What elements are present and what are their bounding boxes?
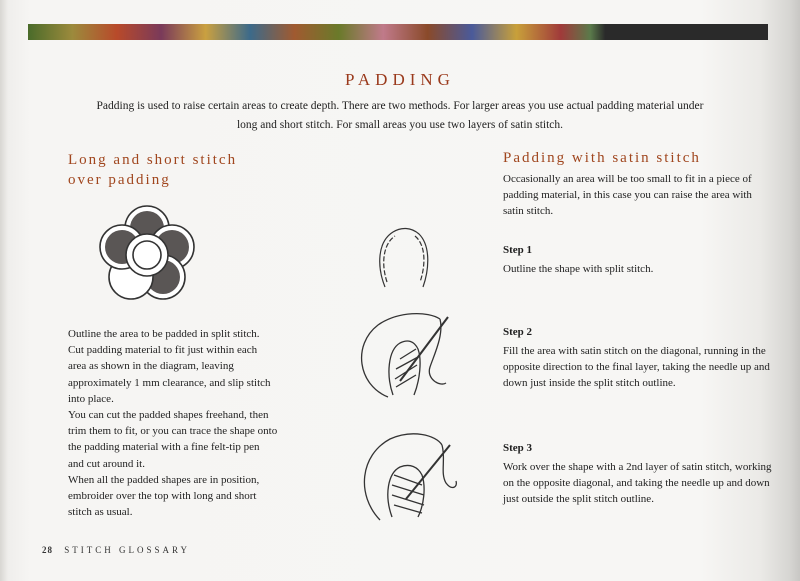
step3-second-layer-diagram bbox=[350, 425, 460, 525]
page-title: PADDING bbox=[345, 70, 455, 89]
intro-text: Padding is used to raise certain areas to create depth. There are two methods. For larger areas you use actual padding material under long and short stitch. For small areas you use two layers of satin stitch. bbox=[96, 100, 704, 131]
left-heading-line1: Long and short stitch bbox=[68, 152, 238, 168]
step1-text: Outline the shape with split stitch. bbox=[503, 263, 654, 275]
left-heading-line2: over padding bbox=[68, 172, 171, 188]
step2-satin-padding-diagram bbox=[348, 305, 458, 400]
left-paragraph-1: Outline the area to be padded in split stitch. Cut padding material to fit just within each area as shown in the diagram, leaving approximately 1 mm clearance, and slip stitch into place. bbox=[68, 328, 271, 405]
page-footer bbox=[42, 545, 190, 555]
decorative-banner bbox=[28, 24, 768, 40]
flower-center-inner bbox=[133, 241, 161, 269]
step2-text: Fill the area with satin stitch on the diagonal, running in the opposite direction to the final layer, taking the needle up and down just inside the split stitch outline. bbox=[503, 345, 770, 390]
right-intro-text: Occasionally an area will be too small to fit in a piece of padding material, in this case you can raise the area with satin stitch. bbox=[503, 173, 752, 218]
left-paragraph-3: When all the padded shapes are in position, embroider over the top with long and short stitch as usual. bbox=[68, 473, 260, 519]
left-heading bbox=[68, 150, 237, 190]
left-paragraph-2: You can cut the padded shapes freehand, then trim them to fit, or you can trace the shape onto the padding material with a fine felt-tip pen and cut around it. bbox=[68, 409, 278, 470]
right-heading: Padding with satin stitch bbox=[503, 150, 701, 166]
step3-text: Work over the shape with a 2nd layer of satin stitch, working on the opposite diagonal, and taking the needle up and down just outside the split stitch outline. bbox=[503, 461, 772, 506]
flower-padding-diagram bbox=[92, 200, 202, 310]
left-body-text bbox=[68, 326, 278, 520]
step2-label: Step 2 bbox=[503, 326, 533, 338]
book-title: STITCH GLOSSARY bbox=[64, 545, 191, 555]
step1-split-stitch-outline-diagram bbox=[375, 222, 435, 292]
step1-label: Step 1 bbox=[503, 244, 533, 256]
step3-label: Step 3 bbox=[503, 442, 533, 454]
page-number: 28 bbox=[42, 545, 53, 555]
